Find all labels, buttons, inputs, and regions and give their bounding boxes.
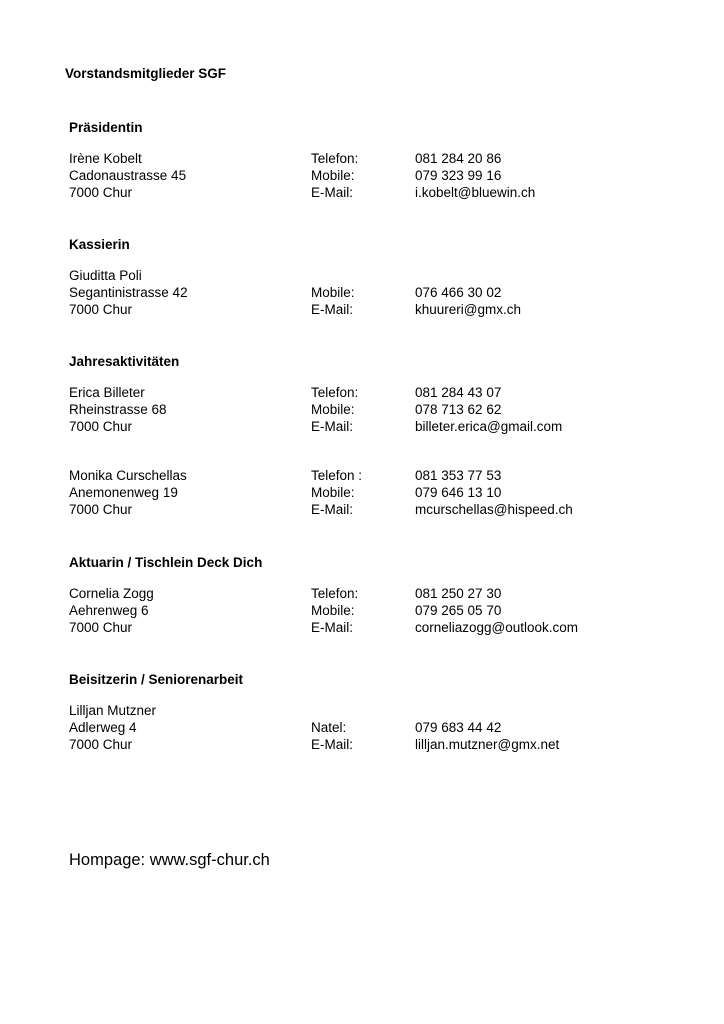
street-address: Aehrenweg 6 [69,603,149,618]
email-value: i.kobelt@bluewin.ch [415,185,536,200]
section-praesidentin [69,119,689,201]
contact-label: E-Mail: [311,620,354,635]
section-heading: Kassierin [69,237,130,252]
contact-row [69,619,689,636]
person-name: Cornelia Zogg [69,586,154,601]
section-heading: Aktuarin / Tischlein Deck Dich [69,555,263,570]
city-address: 7000 Chur [69,419,133,434]
person-block [69,702,689,753]
contact-row [69,301,689,318]
contact-label: Mobile: [311,285,355,300]
person-block [69,150,689,201]
email-value: mcurschellas@hispeed.ch [415,502,573,517]
contact-label: E-Mail: [311,185,354,200]
person-block [69,585,689,636]
contact-value: 081 250 27 30 [415,586,502,601]
contact-value: 079 646 13 10 [415,485,502,500]
contact-label: Telefon: [311,586,359,601]
contact-label: Telefon : [311,468,363,483]
street-address: Segantinistrasse 42 [69,285,188,300]
person-name: Irène Kobelt [69,151,142,166]
contact-label: E-Mail: [311,502,354,517]
section-heading: Beisitzerin / Seniorenarbeit [69,672,244,687]
section-heading: Präsidentin [69,120,143,135]
contact-row [69,736,689,753]
contact-row [69,384,689,401]
section-jahresaktivitaeten [69,353,689,518]
contact-label: E-Mail: [311,419,354,434]
email-value: corneliazogg@outlook.com [415,620,579,635]
section-heading: Jahresaktivitäten [69,354,180,369]
contact-value: 079 683 44 42 [415,720,502,735]
person-block [69,467,689,518]
city-address: 7000 Chur [69,185,133,200]
homepage-line: Hompage: www.sgf-chur.ch [69,851,270,869]
contact-row [69,184,689,201]
contact-row [69,150,689,167]
person-block [69,384,689,435]
street-address: Rheinstrasse 68 [69,402,167,417]
contact-row [69,602,689,619]
city-address: 7000 Chur [69,302,133,317]
contact-row [69,585,689,602]
email-value: khuureri@gmx.ch [415,302,521,317]
contact-value: 081 284 20 86 [415,151,502,166]
city-address: 7000 Chur [69,502,133,517]
contact-value: 076 466 30 02 [415,285,502,300]
page-title: Vorstandsmitglieder SGF [65,66,227,81]
email-value: lilljan.mutzner@gmx.net [415,737,560,752]
person-name: Erica Billeter [69,385,145,400]
contact-row [69,702,689,719]
contact-label: Telefon: [311,151,359,166]
contact-row [69,401,689,418]
contact-label: E-Mail: [311,302,354,317]
contact-label: Mobile: [311,603,355,618]
contact-row [69,267,689,284]
contact-label: E-Mail: [311,737,354,752]
contact-row [69,418,689,435]
section-aktuarin [69,554,689,636]
contact-label: Mobile: [311,168,355,183]
person-name: Giuditta Poli [69,268,142,283]
contact-row [69,467,689,484]
contact-row [69,484,689,501]
contact-label: Mobile: [311,402,355,417]
contact-row [69,719,689,736]
street-address: Cadonaustrasse 45 [69,168,187,183]
contact-label: Telefon: [311,385,359,400]
city-address: 7000 Chur [69,620,133,635]
city-address: 7000 Chur [69,737,133,752]
contact-label: Natel: [311,720,347,735]
contact-value: 081 353 77 53 [415,468,502,483]
contact-label: Mobile: [311,485,355,500]
contact-row [69,167,689,184]
contact-row [69,501,689,518]
contact-value: 081 284 43 07 [415,385,502,400]
email-value: billeter.erica@gmail.com [415,419,563,434]
person-block [69,267,689,318]
contact-value: 079 265 05 70 [415,603,502,618]
street-address: Anemonenweg 19 [69,485,178,500]
person-name: Lilljan Mutzner [69,703,157,718]
contact-value: 078 713 62 62 [415,402,502,417]
street-address: Adlerweg 4 [69,720,137,735]
section-beisitzerin [69,671,689,753]
contact-row [69,284,689,301]
section-kassierin [69,236,689,318]
person-name: Monika Curschellas [69,468,187,483]
contact-value: 079 323 99 16 [415,168,502,183]
